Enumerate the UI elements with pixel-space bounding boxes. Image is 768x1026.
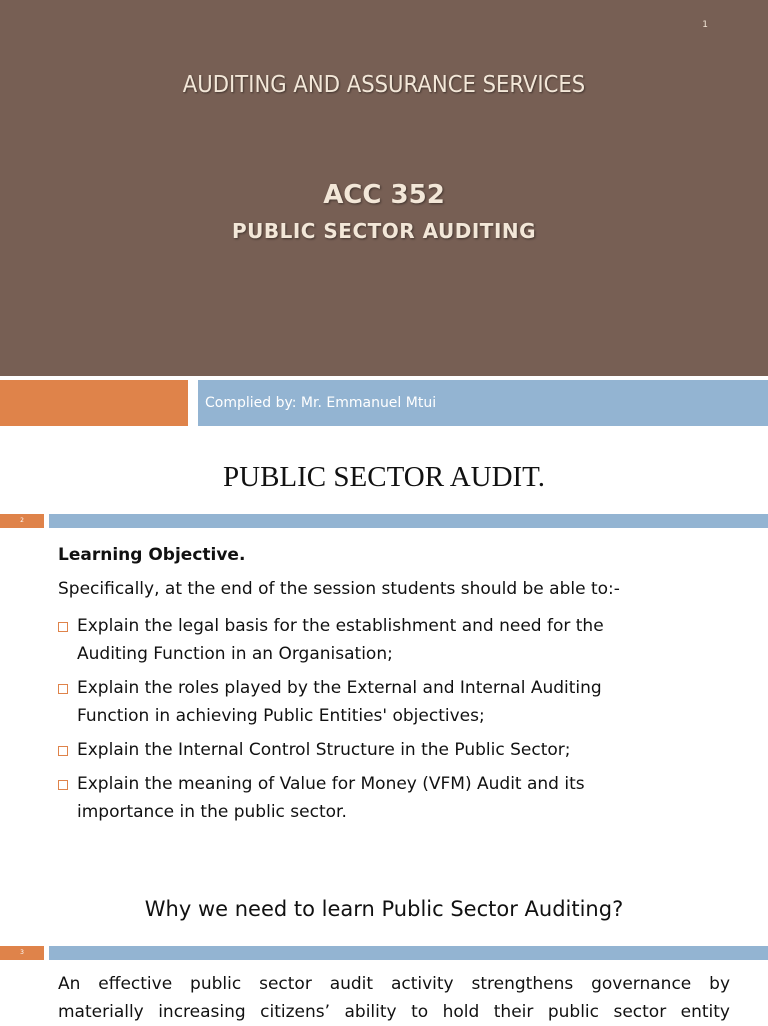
slide-number: 1 <box>702 20 708 30</box>
slide2-number-tab: 2 <box>0 514 44 528</box>
square-bullet-icon <box>58 780 68 790</box>
list-item: Explain the Internal Control Structure in the Public Sector; <box>58 736 698 764</box>
author-credit: Complied by: Mr. Emmanuel Mtui <box>205 395 437 411</box>
course-subtitle: PUBLIC SECTOR AUDITING <box>231 219 537 243</box>
list-item: Explain the meaning of Value for Money (VFM) Audit and its importance in the public sector. <box>58 770 698 826</box>
slide-title: AUDITING AND ASSURANCE SERVICES <box>182 72 586 98</box>
objectives-list <box>58 612 698 832</box>
slide3-number-tab: 3 <box>0 946 44 960</box>
list-item: Explain the legal basis for the establishment and need for the Auditing Function in an Organisation; <box>58 612 698 668</box>
accent-block-orange <box>0 380 188 426</box>
slide3-header-bar <box>49 946 768 960</box>
slide3-body <box>58 970 730 1026</box>
square-bullet-icon <box>58 684 68 694</box>
course-code: ACC 352 <box>323 180 445 210</box>
slide2-title: PUBLIC SECTOR AUDIT. <box>223 461 545 493</box>
body-line: An effective public sector audit activity strengthens governance by <box>58 974 730 994</box>
slide3-title: Why we need to learn Public Sector Auditing? <box>144 897 624 921</box>
title-slide-banner <box>0 0 768 376</box>
list-item: Explain the roles played by the External and Internal Auditing Function in achieving Public Entities' objectives; <box>58 674 698 730</box>
learning-objective-heading: Learning Objective. <box>58 545 246 565</box>
learning-objective-intro: Specifically, at the end of the session students should be able to:- <box>58 579 620 599</box>
slide2-header-bar <box>49 514 768 528</box>
body-line: materially increasing citizens’ ability to hold their public sector entity <box>58 1002 730 1022</box>
square-bullet-icon <box>58 746 68 756</box>
square-bullet-icon <box>58 622 68 632</box>
